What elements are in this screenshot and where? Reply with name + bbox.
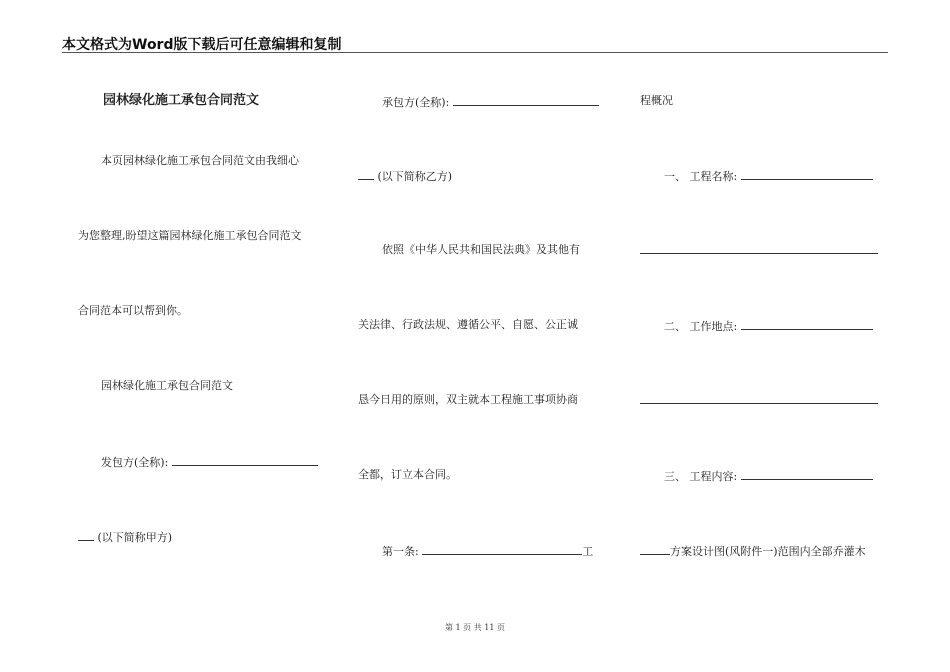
work-location-blank — [741, 318, 873, 330]
paragraph-line: 本页园林绿化施工承包合同范文由我细心 — [101, 154, 299, 167]
header-divider — [62, 52, 888, 53]
paragraph-line: 为您整理,盼望这篇园林绿化施工承包合同范文 — [78, 229, 302, 242]
paragraph-line: 程概况 — [640, 94, 673, 107]
employer-alias-line — [78, 529, 172, 545]
employer-blank — [172, 454, 318, 466]
contractor-alias: (以下简称乙方) — [377, 170, 453, 183]
contractor-label: 承包方(全称): — [382, 96, 450, 109]
work-location-label: 二、 工作地点: — [664, 320, 738, 333]
employer-alias: (以下简称甲方) — [97, 531, 173, 544]
alias-blank — [78, 529, 94, 541]
project-content-blank — [741, 468, 873, 480]
article-one-tail: 工 — [582, 545, 594, 558]
scope-line — [640, 543, 866, 559]
project-name-line — [664, 168, 873, 184]
article-one-label: 第一条: — [382, 545, 419, 558]
scope-blank — [640, 543, 670, 555]
project-content-label: 三、 工程内容: — [664, 470, 738, 483]
project-name-blank — [741, 168, 873, 180]
paragraph-line: 恳今日用的原则，双主就本工程施工事项协商 — [358, 393, 578, 406]
scope-text: 方案设计图(风附件一)范围内全部乔灌木 — [670, 545, 866, 558]
paragraph-line: 关法律、行政法规、遵循公平、自愿、公正诚 — [358, 318, 578, 331]
employer-line — [101, 454, 318, 470]
alias-blank — [358, 168, 374, 180]
contractor-line — [382, 94, 599, 110]
contractor-blank — [453, 94, 599, 106]
paragraph-line: 园林绿化施工承包合同范文 — [101, 379, 233, 392]
page-footer: 第 1 页 共 11 页 — [445, 623, 505, 632]
blank-line — [640, 253, 878, 254]
work-location-line — [664, 318, 873, 334]
article-one-blank — [422, 543, 582, 555]
contractor-alias-line — [358, 168, 452, 184]
paragraph-line: 合同范本可以帮到你。 — [78, 304, 188, 317]
article-one-line — [382, 543, 593, 559]
project-name-label: 一、 工程名称: — [664, 170, 738, 183]
paragraph-line: 依照《中华人民共和国民法典》及其他有 — [382, 243, 580, 256]
project-content-line — [664, 468, 873, 484]
employer-label: 发包方(全称): — [101, 456, 169, 469]
paragraph-line: 全都，订立本合同。 — [358, 468, 457, 481]
document-title: 园林绿化施工承包合同范文 — [103, 93, 260, 108]
document-banner: 本文格式为Word版下载后可任意编辑和复制 — [62, 37, 342, 53]
blank-line — [640, 403, 878, 404]
